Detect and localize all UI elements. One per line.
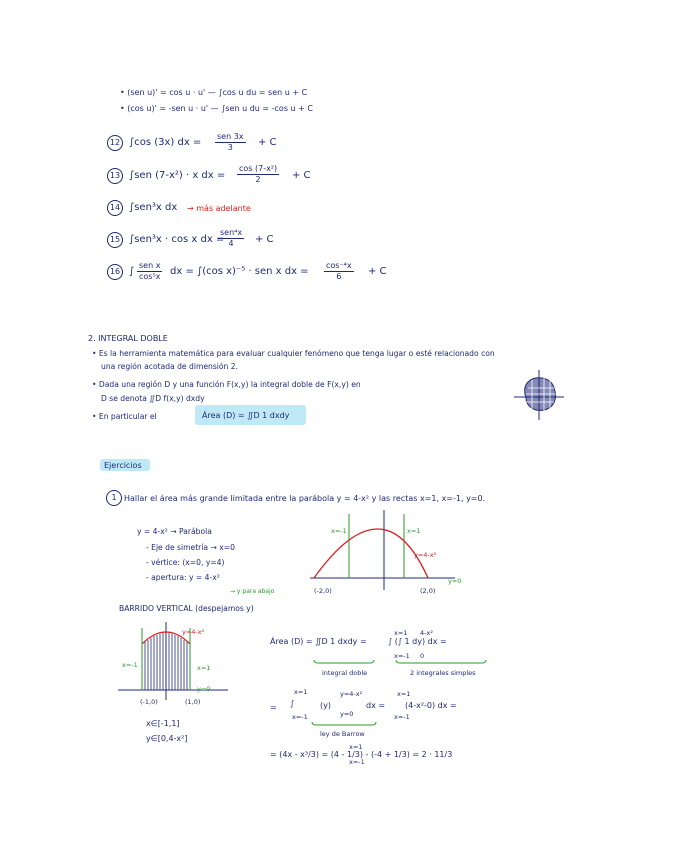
range-x: x∈[-1,1]	[146, 719, 180, 728]
graph2-p-right: (1,0)	[185, 698, 201, 706]
eq1-lim-bot: x=-1	[394, 652, 410, 660]
integral-rhs: + C	[258, 137, 277, 148]
eq2-int-sign: ∫	[290, 699, 295, 708]
integral-lhs: ∫sen³x dx	[129, 202, 178, 213]
eq1-left: Área (D) = ∬D 1 dxdy =	[270, 637, 367, 646]
integral-lhs: ∫sen³x · cos x dx =	[129, 234, 225, 245]
eq3-lim-top: x=1	[349, 743, 363, 751]
eq2-integrand: (4-x²-0) dx =	[405, 701, 457, 710]
barrow-brace	[310, 720, 390, 728]
area-formula: Área (D) = ∬D 1 dxdy	[202, 411, 290, 420]
graph2-curve: y=4-x²	[182, 628, 205, 636]
exercise-number: 1	[106, 490, 122, 506]
eq2-lim-bot3: x=-1	[394, 713, 410, 721]
region-sketch	[514, 370, 564, 420]
bullet-line: • Es la herramienta matemática para evaluar cualquier fenómeno que tenga lugar o esté relacionado con	[92, 349, 495, 358]
graph2-axis: y=0	[197, 685, 211, 693]
eq2-lim-top3: x=1	[397, 690, 411, 698]
exercise-statement: Hallar el área más grande limitada entre la parábola y = 4-x² y las rectas x=1, x=-1, y=0.	[124, 494, 486, 503]
graph1-x-left: x=-1	[331, 527, 347, 535]
integral-fraction: sen⁴x 4	[220, 228, 243, 248]
graph2-p-left: (-1,0)	[140, 698, 158, 706]
eq2-y: (y)	[320, 701, 331, 710]
eq1-lim-bot2: 0	[420, 652, 425, 660]
integral-sign: ∫	[129, 266, 135, 277]
eq2-dx: dx =	[366, 701, 386, 710]
bullet-line: • Dada una región D y una función F(x,y) la integral doble de F(x,y) en	[92, 380, 361, 389]
item-number: 13	[107, 168, 123, 184]
bullet-line: • En particular el	[92, 412, 157, 421]
bullet-line: una región acotada de dimensión 2.	[101, 362, 239, 371]
section-title: 2. INTEGRAL DOBLE	[88, 334, 168, 343]
graph1-curve: y=4-x²	[414, 551, 437, 559]
eq2-lim-top: y=4-x²	[340, 690, 363, 698]
graph1-x-right: x=1	[407, 527, 421, 535]
item-number: 15	[107, 232, 123, 248]
eq3-lim-bot: x=-1	[349, 758, 365, 766]
integral-fraction: sen 3x 3	[217, 132, 244, 152]
derivative-line-1: • (sen u)' = cos u · u' — ∫cos u du = sen u + C	[120, 88, 308, 97]
exercises-label: Ejercicios	[104, 461, 142, 470]
barrow-label: ley de Barrow	[320, 730, 365, 738]
graph2-x-left: x=-1	[122, 661, 138, 669]
range-y: y∈[0,4-x²]	[146, 734, 188, 743]
integral-lhs: ∫sen (7-x²) · x dx =	[129, 170, 226, 181]
barrido-label: BARRIDO VERTICAL (despejamos y)	[119, 604, 254, 613]
eq2-lim-bot1: x=-1	[292, 713, 308, 721]
eq2-eq: =	[270, 703, 277, 712]
eq1-lim-top2: 4-x²	[420, 629, 433, 637]
integral-mid: dx = ∫(cos x)⁻⁵ · sen x dx =	[170, 266, 309, 277]
integral-rhs: + C	[255, 234, 274, 245]
note-line: - Eje de simetría → x=0	[146, 543, 235, 552]
eq2-lim-bot: y=0	[340, 710, 354, 718]
bullet-line: D se denota ∬D f(x,y) dxdy	[101, 394, 205, 403]
apertura-note: → y para abajo	[230, 588, 275, 595]
parabola-graph	[310, 510, 460, 590]
graph1-p-right: (2,0)	[420, 587, 436, 595]
derivative-line-2: • (cos u)' = -sen u · u' — ∫sen u du = -cos u + C	[120, 104, 313, 113]
integral-rhs: + C	[292, 170, 311, 181]
integral-fraction: $\frac{\text{cos (7-x²)}}{2}$	[239, 164, 278, 184]
eq1-right: ∫ (∫ 1 dy) dx =	[388, 637, 447, 646]
graph1-p-left: (-2,0)	[314, 587, 332, 595]
note-line: - apertura: y = 4-x²	[146, 573, 220, 582]
note-line: y = 4-x² → Parábola	[137, 527, 212, 536]
later-note: → más adelante	[187, 204, 251, 213]
integral-lhs-fraction: sen x cos⁵x	[139, 261, 161, 281]
note-line: - vértice: (x=0, y=4)	[146, 558, 225, 567]
integral-fraction: $\frac{\text{cos⁻⁴x}}{6}$	[326, 261, 352, 281]
integral-lhs: ∫cos (3x) dx =	[129, 137, 202, 148]
eq2-lim-top1: x=1	[294, 688, 308, 696]
graph1-axis: y=0	[448, 577, 462, 585]
item-number: 12	[107, 135, 123, 151]
eq3: = (4x - x³/3) = (4 - 1/3) - (-4 + 1/3) = 2 · 11/3	[270, 750, 453, 759]
underline-braces	[300, 658, 500, 666]
item-number: 16	[107, 264, 123, 280]
eq1-lim-top: x=1	[394, 629, 408, 637]
label-integrales-simples: 2 integrales simples	[410, 669, 476, 677]
item-number: 14	[107, 200, 123, 216]
integral-rhs: + C	[368, 266, 387, 277]
graph2-x-right: x=1	[197, 664, 211, 672]
label-integral-doble: integral doble	[322, 669, 368, 677]
